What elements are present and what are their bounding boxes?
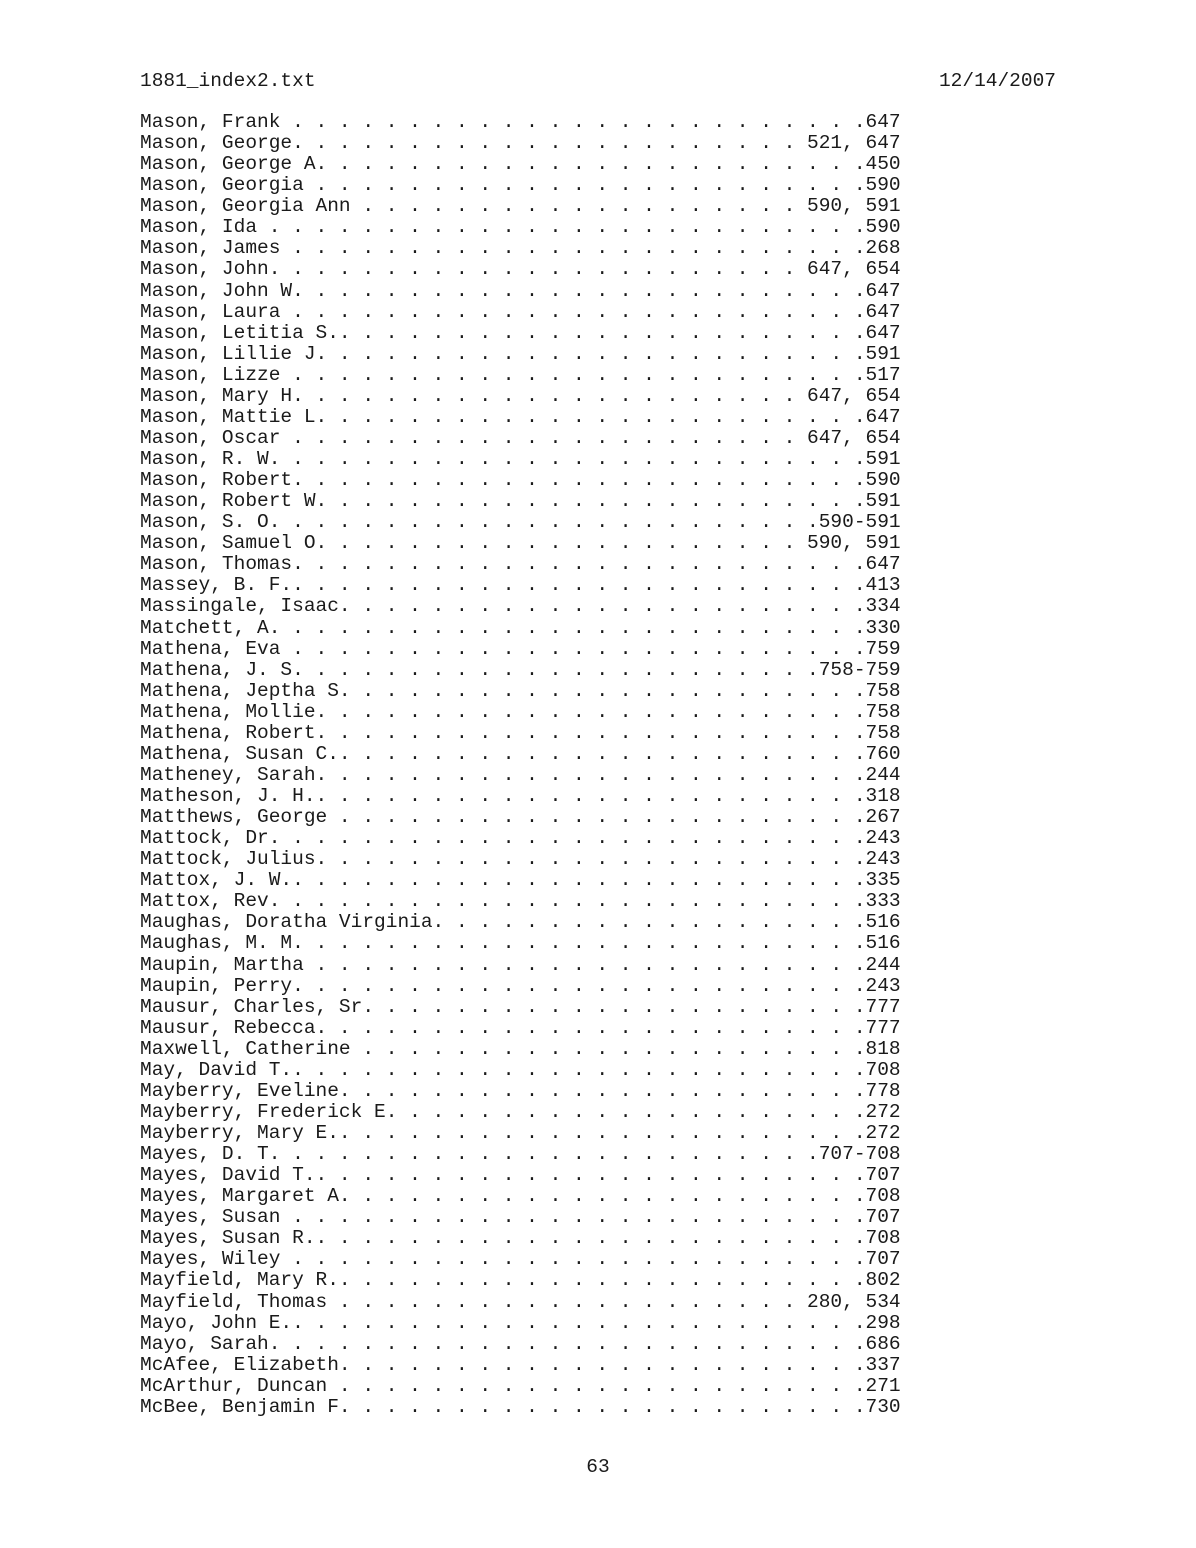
- index-entry: Mason, S. O. . . . . . . . . . . . . . . . . . . . . . . .590-591: [140, 512, 901, 534]
- index-entry: Maupin, Martha . . . . . . . . . . . . . . . . . . . . . . . .244: [140, 954, 901, 976]
- index-entry: Mason, James . . . . . . . . . . . . . . . . . . . . . . . . .268: [140, 238, 901, 260]
- index-entry: Mathena, Robert. . . . . . . . . . . . . . . . . . . . . . . .758: [140, 722, 901, 744]
- index-entry: Maughas, M. M. . . . . . . . . . . . . . . . . . . . . . . . .516: [140, 933, 901, 955]
- index-entry: Mason, John W. . . . . . . . . . . . . . . . . . . . . . . . .647: [140, 280, 901, 302]
- header-filename: 1881_index2.txt: [140, 70, 316, 92]
- index-entry: Mayo, John E.. . . . . . . . . . . . . . . . . . . . . . . . .298: [140, 1312, 901, 1334]
- index-entry: Mason, Oscar . . . . . . . . . . . . . . . . . . . . . . 647, 654: [140, 427, 901, 449]
- index-entry: Mathena, Susan C.. . . . . . . . . . . . . . . . . . . . . . .760: [140, 743, 901, 765]
- index-entry: Mason, Lillie J. . . . . . . . . . . . . . . . . . . . . . . .591: [140, 343, 901, 365]
- index-entry: Mason, Georgia . . . . . . . . . . . . . . . . . . . . . . . .590: [140, 175, 901, 197]
- index-entry: McBee, Benjamin F. . . . . . . . . . . . . . . . . . . . . . .730: [140, 1396, 901, 1418]
- index-entry: Maupin, Perry. . . . . . . . . . . . . . . . . . . . . . . . .243: [140, 975, 901, 997]
- header-date: 12/14/2007: [938, 70, 1056, 92]
- index-entry: Mayes, Susan R.. . . . . . . . . . . . . . . . . . . . . . . .708: [140, 1228, 901, 1250]
- index-entry: Mayes, Margaret A. . . . . . . . . . . . . . . . . . . . . . .708: [140, 1186, 901, 1208]
- index-entry: Mason, Georgia Ann . . . . . . . . . . . . . . . . . . . 590, 591: [140, 196, 901, 218]
- index-entry: Mayfield, Thomas . . . . . . . . . . . . . . . . . . . . 280, 534: [140, 1291, 901, 1313]
- index-entry: Mayo, Sarah. . . . . . . . . . . . . . . . . . . . . . . . . .686: [140, 1333, 901, 1355]
- index-entry: Mason, Thomas. . . . . . . . . . . . . . . . . . . . . . . . .647: [140, 554, 901, 576]
- index-entry: Mason, Ida . . . . . . . . . . . . . . . . . . . . . . . . . .590: [140, 217, 901, 239]
- index-entry: Mayes, Wiley . . . . . . . . . . . . . . . . . . . . . . . . .707: [140, 1249, 901, 1271]
- index-entry: Mason, Letitia S.. . . . . . . . . . . . . . . . . . . . . . .647: [140, 322, 901, 344]
- index-entry: Mayes, David T.. . . . . . . . . . . . . . . . . . . . . . . .707: [140, 1165, 901, 1187]
- index-entry: Mathena, Mollie. . . . . . . . . . . . . . . . . . . . . . . .758: [140, 701, 901, 723]
- index-list: [140, 112, 920, 1418]
- index-entry: Matheney, Sarah. . . . . . . . . . . . . . . . . . . . . . . .244: [140, 764, 901, 786]
- index-entry: Mayberry, Frederick E. . . . . . . . . . . . . . . . . . . . .272: [140, 1101, 901, 1123]
- index-entry: Mausur, Charles, Sr. . . . . . . . . . . . . . . . . . . . . .777: [140, 996, 901, 1018]
- index-entry: Massey, B. F.. . . . . . . . . . . . . . . . . . . . . . . . .413: [140, 575, 901, 597]
- index-entry: Massingale, Isaac. . . . . . . . . . . . . . . . . . . . . . .334: [140, 596, 901, 618]
- index-entry: Mason, George A. . . . . . . . . . . . . . . . . . . . . . . .450: [140, 154, 901, 176]
- index-entry: Matchett, A. . . . . . . . . . . . . . . . . . . . . . . . . .330: [140, 617, 901, 639]
- index-entry: Mason, Mattie L. . . . . . . . . . . . . . . . . . . . . . . .647: [140, 406, 901, 428]
- index-entry: McArthur, Duncan . . . . . . . . . . . . . . . . . . . . . . .271: [140, 1375, 901, 1397]
- index-entry: Mason, Mary H. . . . . . . . . . . . . . . . . . . . . . 647, 654: [140, 385, 901, 407]
- index-entry: Maughas, Doratha Virginia. . . . . . . . . . . . . . . . . . .516: [140, 912, 901, 934]
- index-entry: Mason, Lizze . . . . . . . . . . . . . . . . . . . . . . . . .517: [140, 364, 901, 386]
- index-entry: Mason, Robert. . . . . . . . . . . . . . . . . . . . . . . . .590: [140, 470, 901, 492]
- page-number: 63: [586, 1456, 610, 1478]
- index-entry: Mason, R. W. . . . . . . . . . . . . . . . . . . . . . . . . .591: [140, 449, 901, 470]
- index-entry: Mattox, J. W.. . . . . . . . . . . . . . . . . . . . . . . . .335: [140, 870, 901, 892]
- index-entry: Maxwell, Catherine . . . . . . . . . . . . . . . . . . . . . .818: [140, 1038, 901, 1060]
- index-entry: Mattock, Julius. . . . . . . . . . . . . . . . . . . . . . . .243: [140, 849, 901, 871]
- index-entry: Mathena, Eva . . . . . . . . . . . . . . . . . . . . . . . . .759: [140, 638, 901, 660]
- index-entry: Mason, Samuel O. . . . . . . . . . . . . . . . . . . . . 590, 591: [140, 533, 901, 555]
- index-entry: Mason, Laura . . . . . . . . . . . . . . . . . . . . . . . . .647: [140, 301, 901, 323]
- index-entry: Matthews, George . . . . . . . . . . . . . . . . . . . . . . .267: [140, 807, 901, 829]
- index-entry: Mayfield, Mary R.. . . . . . . . . . . . . . . . . . . . . . .802: [140, 1270, 901, 1292]
- index-entry: Mason, John. . . . . . . . . . . . . . . . . . . . . . . 647, 654: [140, 259, 901, 281]
- index-entry: Matheson, J. H.. . . . . . . . . . . . . . . . . . . . . . . .318: [140, 786, 901, 807]
- index-entry: Mattock, Dr. . . . . . . . . . . . . . . . . . . . . . . . . .243: [140, 828, 901, 850]
- page-header: [140, 68, 1056, 94]
- index-entry: McAfee, Elizabeth. . . . . . . . . . . . . . . . . . . . . . .337: [140, 1354, 901, 1376]
- index-entry: Mayberry, Mary E.. . . . . . . . . . . . . . . . . . . . . . .272: [140, 1123, 901, 1144]
- index-entry: May, David T.. . . . . . . . . . . . . . . . . . . . . . . . .708: [140, 1059, 901, 1081]
- index-entry: Mayes, D. T. . . . . . . . . . . . . . . . . . . . . . . .707-708: [140, 1144, 901, 1166]
- index-entry: Mason, Frank . . . . . . . . . . . . . . . . . . . . . . . . .647: [140, 112, 901, 133]
- index-entry: Mausur, Rebecca. . . . . . . . . . . . . . . . . . . . . . . .777: [140, 1017, 901, 1039]
- index-entry: Mattox, Rev. . . . . . . . . . . . . . . . . . . . . . . . . .333: [140, 891, 901, 913]
- index-entry: Mayberry, Eveline. . . . . . . . . . . . . . . . . . . . . . .778: [140, 1080, 901, 1102]
- index-entry: Mason, Robert W. . . . . . . . . . . . . . . . . . . . . . . .591: [140, 491, 901, 513]
- index-entry: Mathena, J. S. . . . . . . . . . . . . . . . . . . . . . .758-759: [140, 659, 901, 681]
- index-entry: Mayes, Susan . . . . . . . . . . . . . . . . . . . . . . . . .707: [140, 1207, 901, 1229]
- index-entry: Mason, George. . . . . . . . . . . . . . . . . . . . . . 521, 647: [140, 133, 901, 155]
- index-entry: Mathena, Jeptha S. . . . . . . . . . . . . . . . . . . . . . .758: [140, 680, 901, 702]
